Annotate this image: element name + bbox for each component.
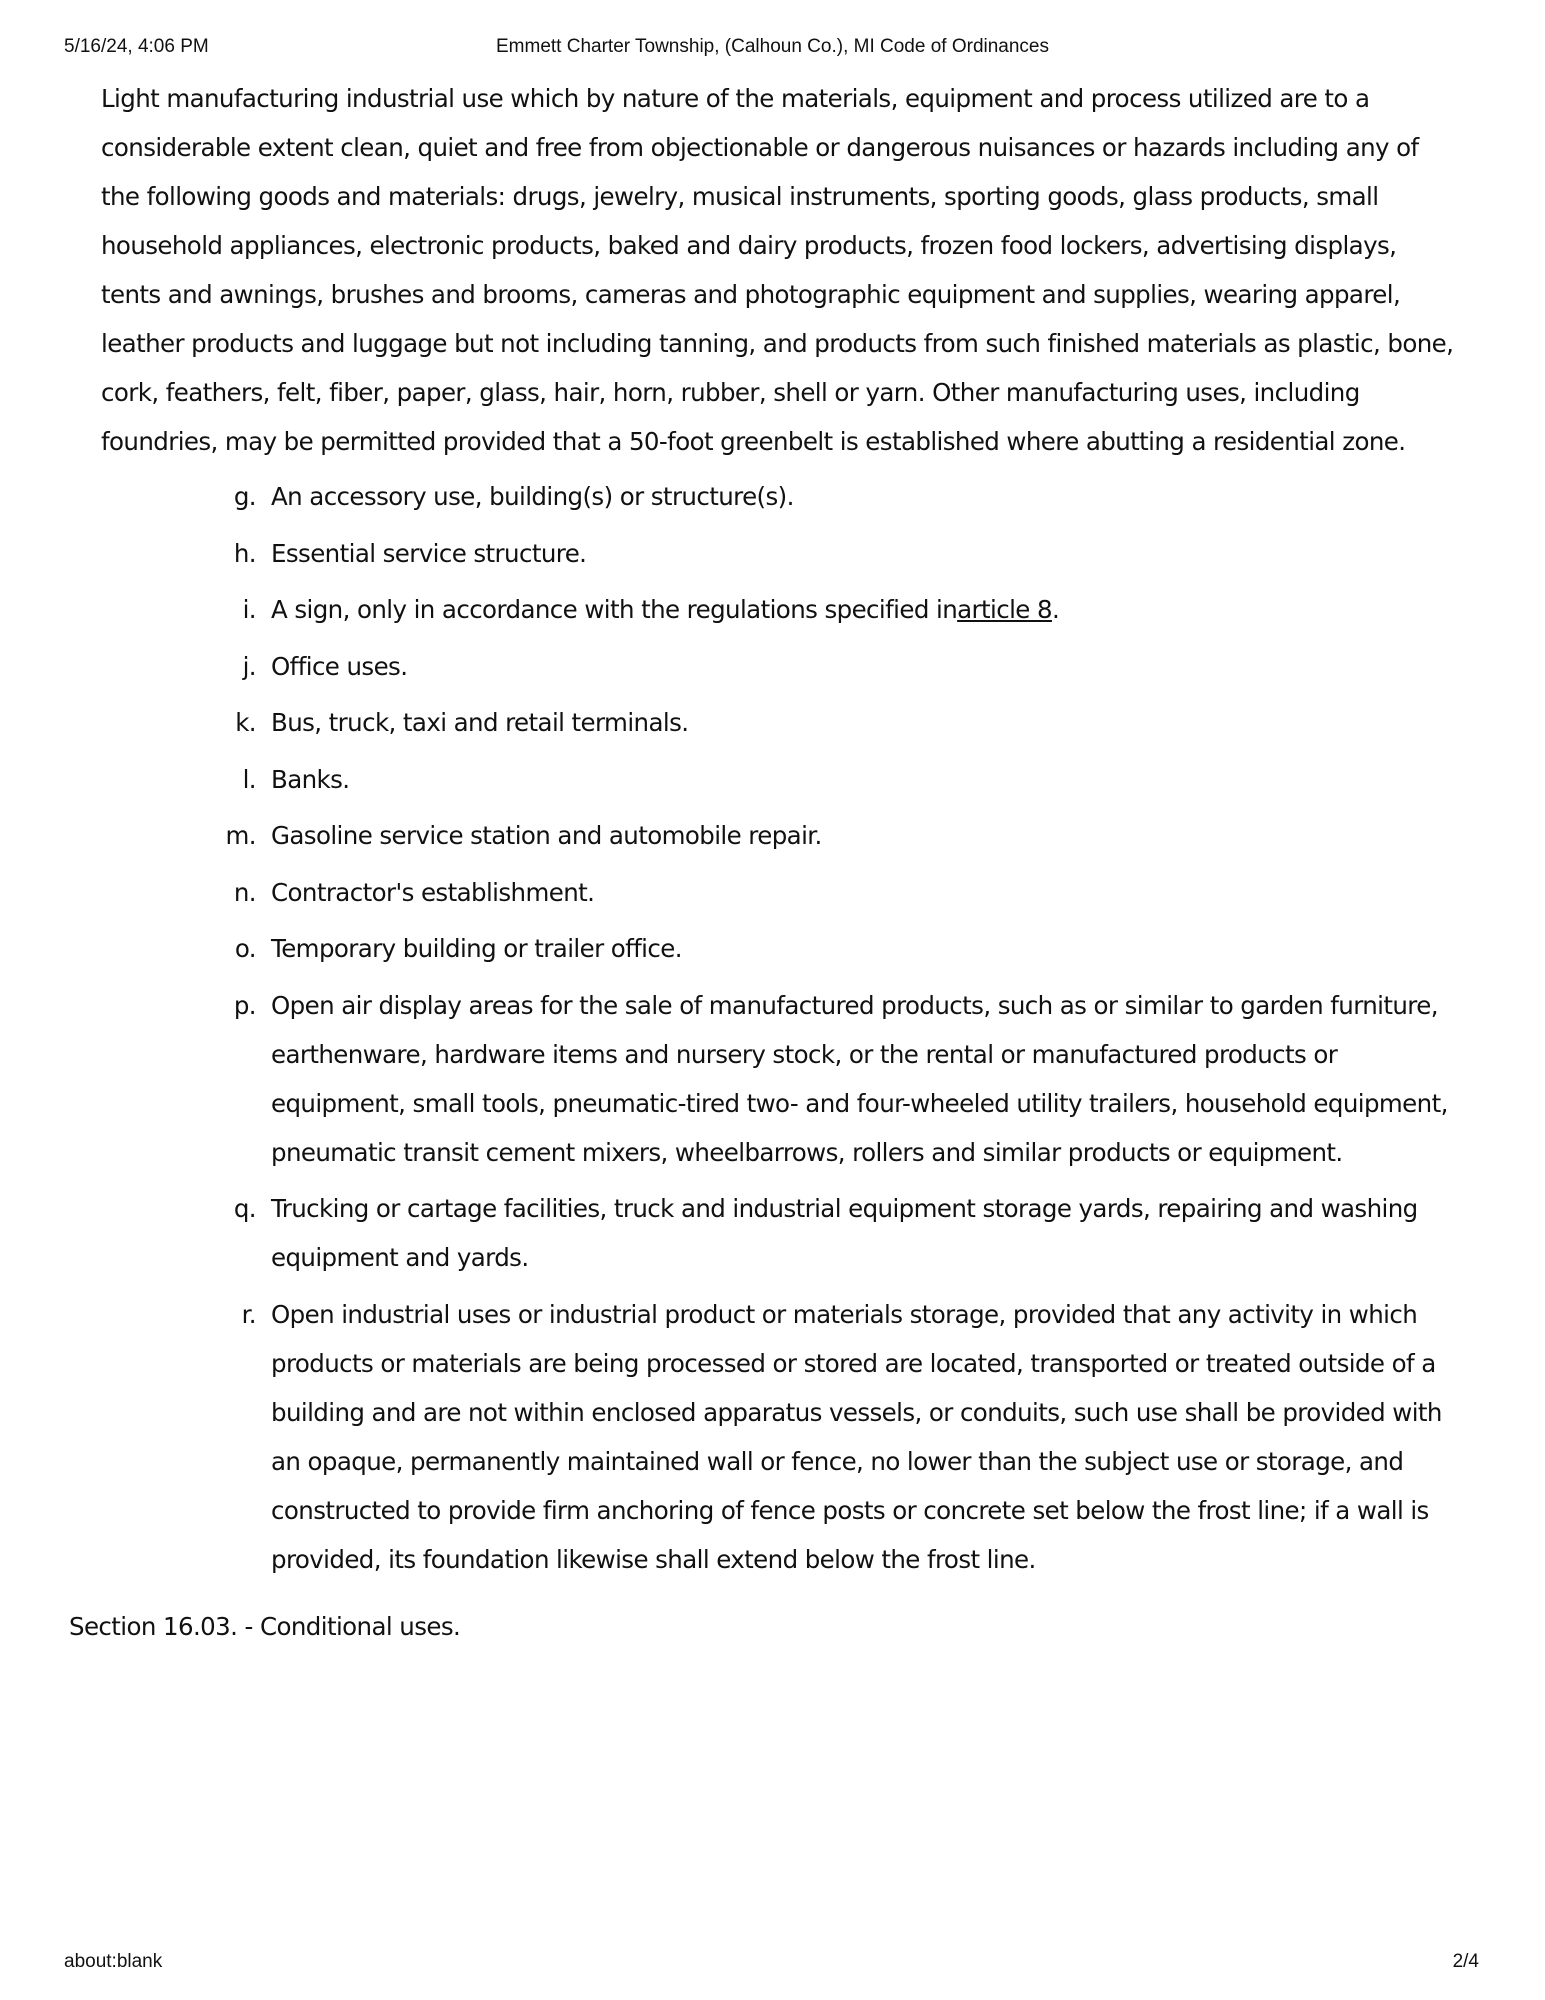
intro-paragraph: Light manufacturing industrial use which by nature of the materials, equipment and process utilized are to a considerable extent clean, quiet and free from objectionable or dangerous nuisances or hazards including any of the following goods and materials: drugs, jewelry, musical instruments, sporting goods, glass products, small household appliances, electronic products, baked and dairy products, frozen food lockers, advertising displays, tents and awnings, brushes and brooms, cameras and photographic equipment and supplies, wearing apparel, leather products and luggage but not including tanning, and products from such finished materials as plastic, bone, cork, feathers, felt, fiber, paper, glass, hair, horn, rubber, shell or yarn. Other manufacturing uses, including foundries, may be permitted provided that a 50-foot greenbelt is established where abutting a residential zone. (101, 84, 1454, 456)
list-item-text: Office uses. (271, 651, 408, 681)
page-url: about:blank (64, 1951, 163, 1972)
list-item-punctuation: . (1051, 595, 1060, 624)
list-item-n (0, 868, 1451, 917)
list-marker: g. (233, 482, 256, 511)
list-marker: n. (233, 877, 256, 907)
list-marker: h. (233, 538, 256, 568)
list-marker: q. (233, 1194, 256, 1223)
list-item-text: Essential service structure. (271, 538, 587, 568)
document-title: Emmett Charter Township, (Calhoun Co.), MI Code of Ordinances (496, 36, 1049, 57)
list-marker: r. (241, 1299, 256, 1329)
list-marker: j. (242, 651, 256, 681)
article-8-link[interactable]: article 8 (957, 595, 1052, 624)
section-heading: Section 16.03. - Conditional uses. (69, 1611, 461, 1641)
permitted-uses-list (0, 472, 1545, 1584)
print-header (0, 36, 1545, 60)
list-item-k (0, 698, 1451, 747)
list-item-text: Banks. (271, 764, 350, 794)
list-item-text: Open industrial uses or industrial product or materials storage, provided that any activity in which products or materials are being processed or stored are located, transported or treated outside of a building and are not within enclosed apparatus vessels, or conduits, such use shall be provided with an opaque, permanently maintained wall or fence, no lower than the subject use or storage, and constructed to provide firm anchoring of fence posts or concrete set below the frost line; if a wall is provided, its foundation likewise shall extend below the frost line. (271, 1299, 1442, 1574)
list-item-text: Open air display areas for the sale of manufactured products, such as or similar to garden furniture, earthenware, hardware items and nursery stock, or the rental or manufactured products or equipment, small tools, pneumatic-tired two- and four-wheeled utility trailers, household equipment, pneumatic transit cement mixers, wheelbarrows, rollers and similar products or equipment. (271, 990, 1448, 1167)
list-item-text: Bus, truck, taxi and retail terminals. (271, 708, 689, 737)
list-item-text: Trucking or cartage facilities, truck and industrial equipment storage yards, repairing and washing equipment and yards. (271, 1194, 1418, 1272)
list-item-o (0, 924, 1451, 973)
list-marker: l. (242, 764, 256, 794)
list-item-h (0, 529, 1451, 578)
list-item-j (0, 642, 1451, 691)
list-marker: m. (225, 821, 256, 850)
list-item-r (0, 1290, 1451, 1584)
list-item-q (0, 1184, 1451, 1282)
page-content (0, 74, 1545, 1651)
page-number: 2/4 (1452, 1951, 1479, 1972)
list-item-text: A sign, only in accordance with the regulations specified in (271, 595, 958, 624)
list-item-i (0, 585, 1451, 634)
list-item-text: Contractor's establishment. (271, 877, 595, 907)
list-marker: p. (233, 990, 256, 1020)
list-item-text: Gasoline service station and automobile repair. (271, 821, 822, 850)
list-marker: o. (234, 934, 256, 963)
list-item-text: An accessory use, building(s) or structure(s). (271, 482, 794, 511)
list-item-p (0, 981, 1451, 1177)
list-item-m (0, 811, 1451, 860)
print-date: 5/16/24, 4:06 PM (64, 36, 209, 57)
list-item-g (0, 472, 1451, 521)
list-marker: i. (242, 595, 256, 624)
list-marker: k. (235, 708, 256, 737)
print-footer (0, 1951, 1545, 1975)
list-item-l (0, 755, 1451, 804)
list-item-text: Temporary building or trailer office. (271, 934, 682, 963)
